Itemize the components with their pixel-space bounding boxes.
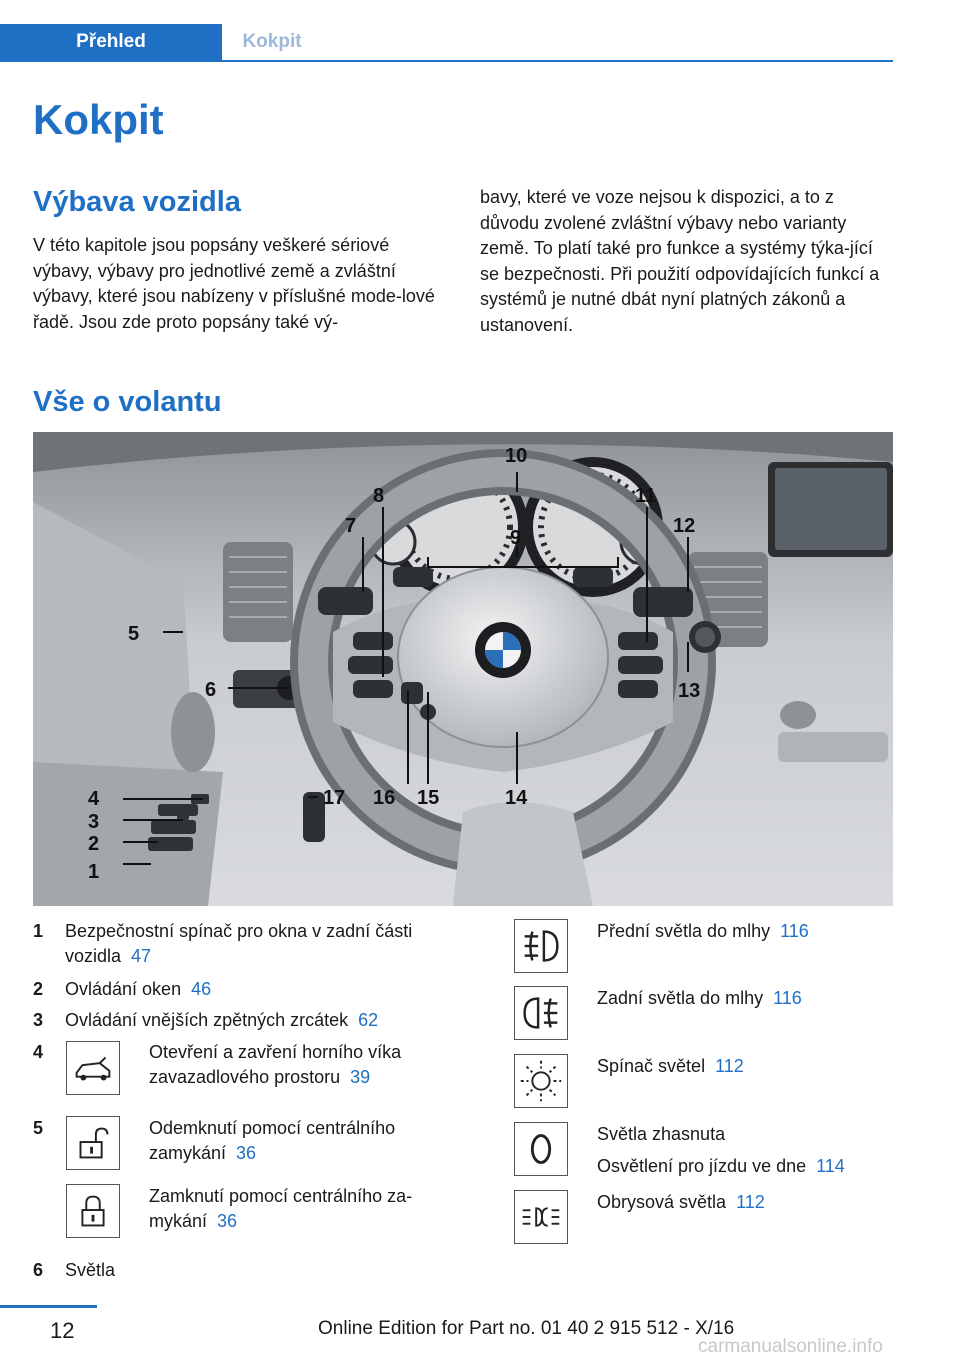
light-switch-icon (514, 1054, 568, 1108)
legend-item-3: 3 Ovládání vnějších zpětných zrcátek 62 (33, 1010, 379, 1030)
legend-item-4: 4 Otevření a zavření horního víka zavazadlového prostoru 39 (33, 1042, 402, 1087)
legend-item-5: 5 Odemknutí pomocí centrálního zamykání 36 (33, 1118, 396, 1163)
tailgate-icon (66, 1041, 120, 1095)
page-ref-5b[interactable]: 36 (217, 1211, 238, 1231)
page-number: 12 (50, 1318, 75, 1343)
edition-note: Online Edition for Part no. 01 40 2 915 512 - X/16 (318, 1318, 735, 1339)
page-ref-daytime[interactable]: 114 (816, 1156, 845, 1176)
tab-bar (0, 24, 893, 62)
legend-light-switch: Spínač světel 112 (597, 1056, 744, 1076)
lights-off-icon (514, 1122, 568, 1176)
callout-1: 1 (88, 861, 100, 883)
callout-13: 13 (678, 680, 701, 702)
callout-10: 10 (505, 445, 528, 467)
tab-kokpit[interactable]: Kokpit (242, 31, 302, 52)
callout-5: 5 (128, 623, 140, 645)
rear-fog-light-icon (514, 986, 568, 1040)
callout-7: 7 (345, 515, 357, 537)
cockpit-illustration (33, 432, 893, 906)
cockpit-figure (33, 432, 893, 906)
legend-rear-fog: Zadní světla do mlhy 116 (597, 988, 802, 1008)
section-heading-steering-wheel: Vše o volantu (33, 386, 222, 418)
intro-column-2: bavy, které ve voze nejsou k dispozici, a to z důvodu zvolené zvláštní výbavy nebo varianty země. To platí také pro funkce a systémy týka‐jící se bezpečnosti. Při použití odpovídajících funkcí a systémů je nutné dbát nyní platných zákonů a ustanovení. (480, 187, 880, 335)
page-ref-1[interactable]: 47 (131, 946, 152, 966)
tab-bar-rule (0, 60, 893, 62)
legend-item-6: 6 Světla (33, 1260, 116, 1280)
callout-15: 15 (417, 787, 440, 809)
page-ref-rear-fog[interactable]: 116 (773, 988, 802, 1008)
page-title: Kokpit (33, 96, 164, 143)
callout-9: 9 (510, 527, 522, 549)
callout-6: 6 (205, 679, 217, 701)
callout-3: 3 (88, 811, 100, 833)
tab-prehled[interactable]: Přehled (0, 24, 222, 60)
page-ref-light-switch[interactable]: 112 (715, 1056, 744, 1076)
lock-icon (66, 1184, 120, 1238)
page-ref-5[interactable]: 36 (236, 1143, 257, 1163)
page-ref-parking[interactable]: 112 (736, 1192, 765, 1212)
callout-11: 11 (635, 485, 657, 507)
footer-rule (0, 1305, 97, 1308)
page-ref-3[interactable]: 62 (358, 1010, 379, 1030)
callout-16: 16 (373, 787, 396, 809)
legend-text-1: Bezpečnostní spínač pro okna v zadní části vozidla (65, 921, 413, 966)
callout-8: 8 (373, 485, 385, 507)
page-ref-4[interactable]: 39 (350, 1067, 371, 1087)
legend-parking-lights: Obrysová světla 112 (597, 1192, 765, 1212)
section-heading-equipment: Výbava vozidla (33, 186, 241, 218)
watermark-visible: carmanualsonline.info (698, 1336, 883, 1357)
legend-lights-off: Světla zhasnuta (597, 1124, 726, 1144)
legend-item-2: 2 Ovládání oken 46 (33, 979, 212, 999)
legend-front-fog: Přední světla do mlhy 116 (597, 921, 809, 941)
parking-lights-icon (514, 1190, 568, 1244)
legend-item-1: 1 Bezpečnostní spínač pro okna v zadní části vozidla 47 (33, 921, 413, 966)
callout-2: 2 (88, 833, 100, 855)
legend-item-5b: Zamknutí pomocí centrálního za‐mykání 36 (149, 1186, 413, 1231)
callout-12: 12 (673, 515, 696, 537)
page-ref-2[interactable]: 46 (191, 979, 212, 999)
unlock-icon (66, 1116, 120, 1170)
callout-14: 14 (505, 787, 528, 809)
callout-17: 17 (323, 787, 346, 809)
intro-column-1: V této kapitole jsou popsány veškeré sériové výbavy, výbavy pro jednotlivé země a zvláštní výbavy, které jsou nabízeny v příslušné mode‐lové řadě. Jsou zde proto popsány také vý‐ (33, 235, 435, 332)
page-ref-front-fog[interactable]: 116 (780, 921, 809, 941)
front-fog-light-icon (514, 919, 568, 973)
legend-daytime-lights: Osvětlení pro jízdu ve dne 114 (597, 1156, 845, 1176)
callout-4: 4 (88, 788, 100, 810)
